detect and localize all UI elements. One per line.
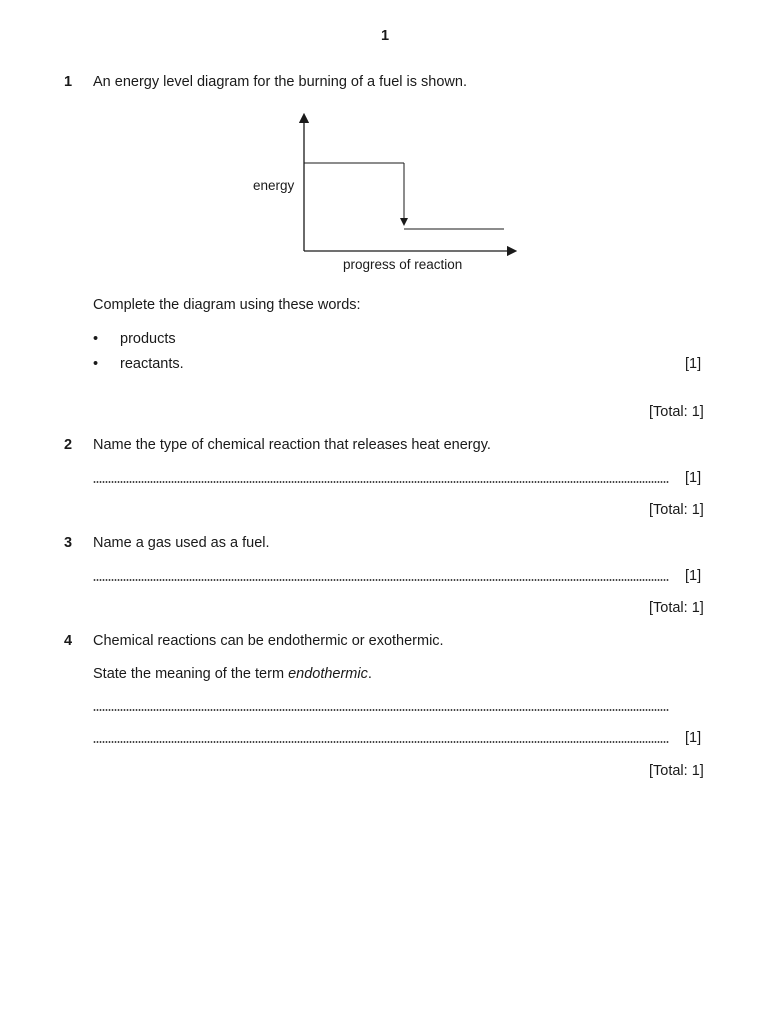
total-label: [Total: 1] — [649, 404, 704, 420]
prompt-suffix: . — [367, 666, 372, 682]
bullet-item-products: products — [120, 331, 176, 347]
answer-line[interactable] — [93, 481, 669, 483]
marks-label: [1] — [685, 568, 702, 584]
total-label: [Total: 1] — [649, 502, 704, 518]
bullet-icon: • — [93, 356, 99, 372]
prompt-term: endothermic — [288, 666, 368, 682]
question-prompt — [93, 666, 372, 682]
question-number: 3 — [64, 535, 73, 551]
marks-label: [1] — [685, 730, 702, 746]
answer-line[interactable] — [93, 709, 669, 711]
page-number: 1 — [381, 28, 390, 44]
x-axis-label: progress of reaction — [343, 257, 463, 272]
total-label: [Total: 1] — [649, 763, 704, 779]
bullet-icon: • — [93, 331, 99, 347]
energy-level-diagram — [240, 108, 530, 278]
question-number: 4 — [64, 633, 73, 649]
answer-line[interactable] — [93, 579, 669, 581]
instruction-text: Complete the diagram using these words: — [93, 297, 361, 313]
prompt-prefix: State the meaning of the term — [93, 666, 289, 682]
answer-line[interactable] — [93, 741, 669, 743]
question-text: Name a gas used as a fuel. — [93, 535, 270, 551]
question-number: 2 — [64, 437, 73, 453]
question-text: Chemical reactions can be endothermic or exothermic. — [93, 633, 444, 649]
question-text: Name the type of chemical reaction that releases heat energy. — [93, 437, 491, 453]
marks-label: [1] — [685, 470, 702, 486]
marks-label: [1] — [685, 356, 702, 372]
total-label: [Total: 1] — [649, 600, 704, 616]
bullet-item-reactants: reactants. — [120, 356, 184, 372]
question-number: 1 — [64, 74, 73, 90]
question-text: An energy level diagram for the burning of a fuel is shown. — [93, 74, 467, 90]
y-axis-label: energy — [253, 178, 295, 193]
